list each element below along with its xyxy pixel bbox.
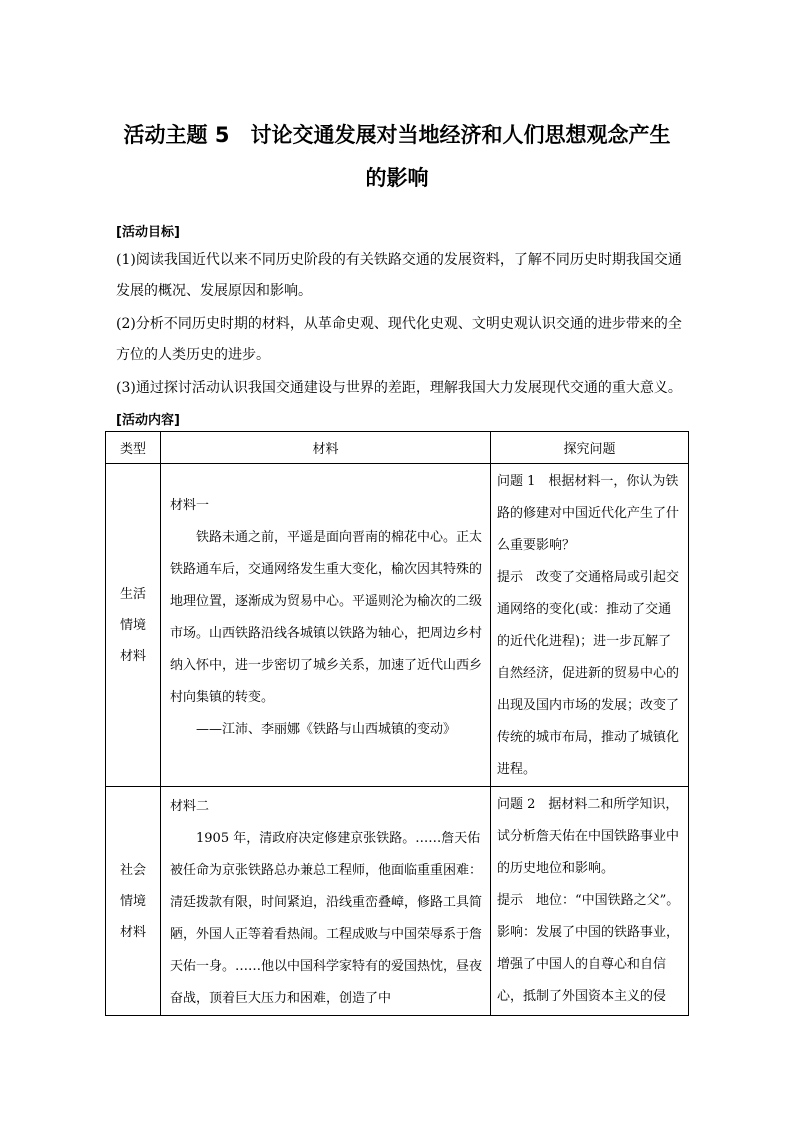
- goal-item-1: (1)阅读我国近代以来不同历史阶段的有关铁路交通的发展资料，了解不同历史时期我国交通发展的概况、发展原因和影响。: [116, 252, 682, 299]
- header-type: 类型: [106, 432, 161, 464]
- answer-text: 提示 地位：“中国铁路之父”。影响：发展了中国的铁路事业，增强了中国人的自尊心和自信心，抵制了外国资本主义的侵: [497, 893, 680, 1004]
- page-title-line-1: 活动主题 5 讨论交通发展对当地经济和人们思想观念产生: [123, 123, 671, 147]
- type-cell: [106, 464, 161, 787]
- question-cell: [491, 787, 689, 1016]
- question-text: 问题 1 根据材料一，你认为铁路的修建对中国近代化产生了什么重要影响？: [497, 474, 680, 553]
- material-cell: [161, 787, 491, 1016]
- content-heading: [活动内容]: [116, 413, 180, 428]
- type-line: 材料: [119, 648, 146, 664]
- table-row: [106, 787, 689, 1016]
- goals-heading: [活动目标]: [116, 225, 180, 240]
- question-text: 问题 2 据材料二和所学知识，试分析詹天佑在中国铁路事业中的历史地位和影响。: [497, 797, 680, 876]
- goal-item-2: (2)分析不同历史时期的材料，从革命史观、现代化史观、文明史观认识交通的进步带来的全方位的人类历史的进步。: [116, 316, 682, 363]
- header-material: 材料: [161, 432, 491, 464]
- type-line: 生活: [119, 586, 146, 602]
- type-line: 社会: [119, 862, 146, 878]
- material-label: 材料一: [170, 498, 210, 513]
- goal-item-3: (3)通过探讨活动认识我国交通建设与世界的差距，理解我国大力发展现代交通的重大意义。: [116, 380, 682, 396]
- type-cell: [106, 787, 161, 1016]
- material-cell: [161, 464, 491, 787]
- question-cell: [491, 464, 689, 787]
- material-text: 1905 年，清政府决定修建京张铁路。……詹天佑被任命为京张铁路总办兼总工程师，他面临重重困难：清廷拨款有限，时间紧迫，沿线重峦叠嶂，修路工具简陋，外国人正等着看热闹。工程成败与中国荣辱系于詹天佑一身。……他以中国科学家特有的爱国热忱，昼夜奋战，顶着巨大压力和困难，创造了中: [170, 831, 483, 1006]
- activity-table: [105, 431, 689, 1016]
- material-label: 材料二: [170, 799, 210, 814]
- type-line: 情境: [119, 617, 146, 633]
- answer-text: 提示 改变了交通格局或引起交通网络的变化(或：推动了交通的近代化进程)；进一步瓦解了自然经济，促进新的贸易中心的出现及国内市场的发展；改变了传统的城市布局，推动了城镇化进程。: [497, 570, 680, 777]
- type-line: 材料: [119, 924, 146, 940]
- type-line: 情境: [119, 893, 146, 909]
- material-source: ——江沛、李丽娜《铁路与山西城镇的变动》: [196, 722, 457, 737]
- table-header-row: [106, 432, 689, 464]
- material-text: 铁路未通之前，平遥是面向晋南的棉花中心。正太铁路通车后，交通网络发生重大变化，榆次因其特殊的地理位置，逐渐成为贸易中心。平遥则沦为榆次的二级市场。山西铁路沿线各城镇以铁路为轴心，把周边乡村纳入怀中，进一步密切了城乡关系，加速了近代山西乡村向集镇的转变。: [170, 530, 483, 705]
- header-question: 探究问题: [491, 432, 689, 464]
- table-row: [106, 464, 689, 787]
- page-title-line-2: 的影响: [365, 166, 429, 190]
